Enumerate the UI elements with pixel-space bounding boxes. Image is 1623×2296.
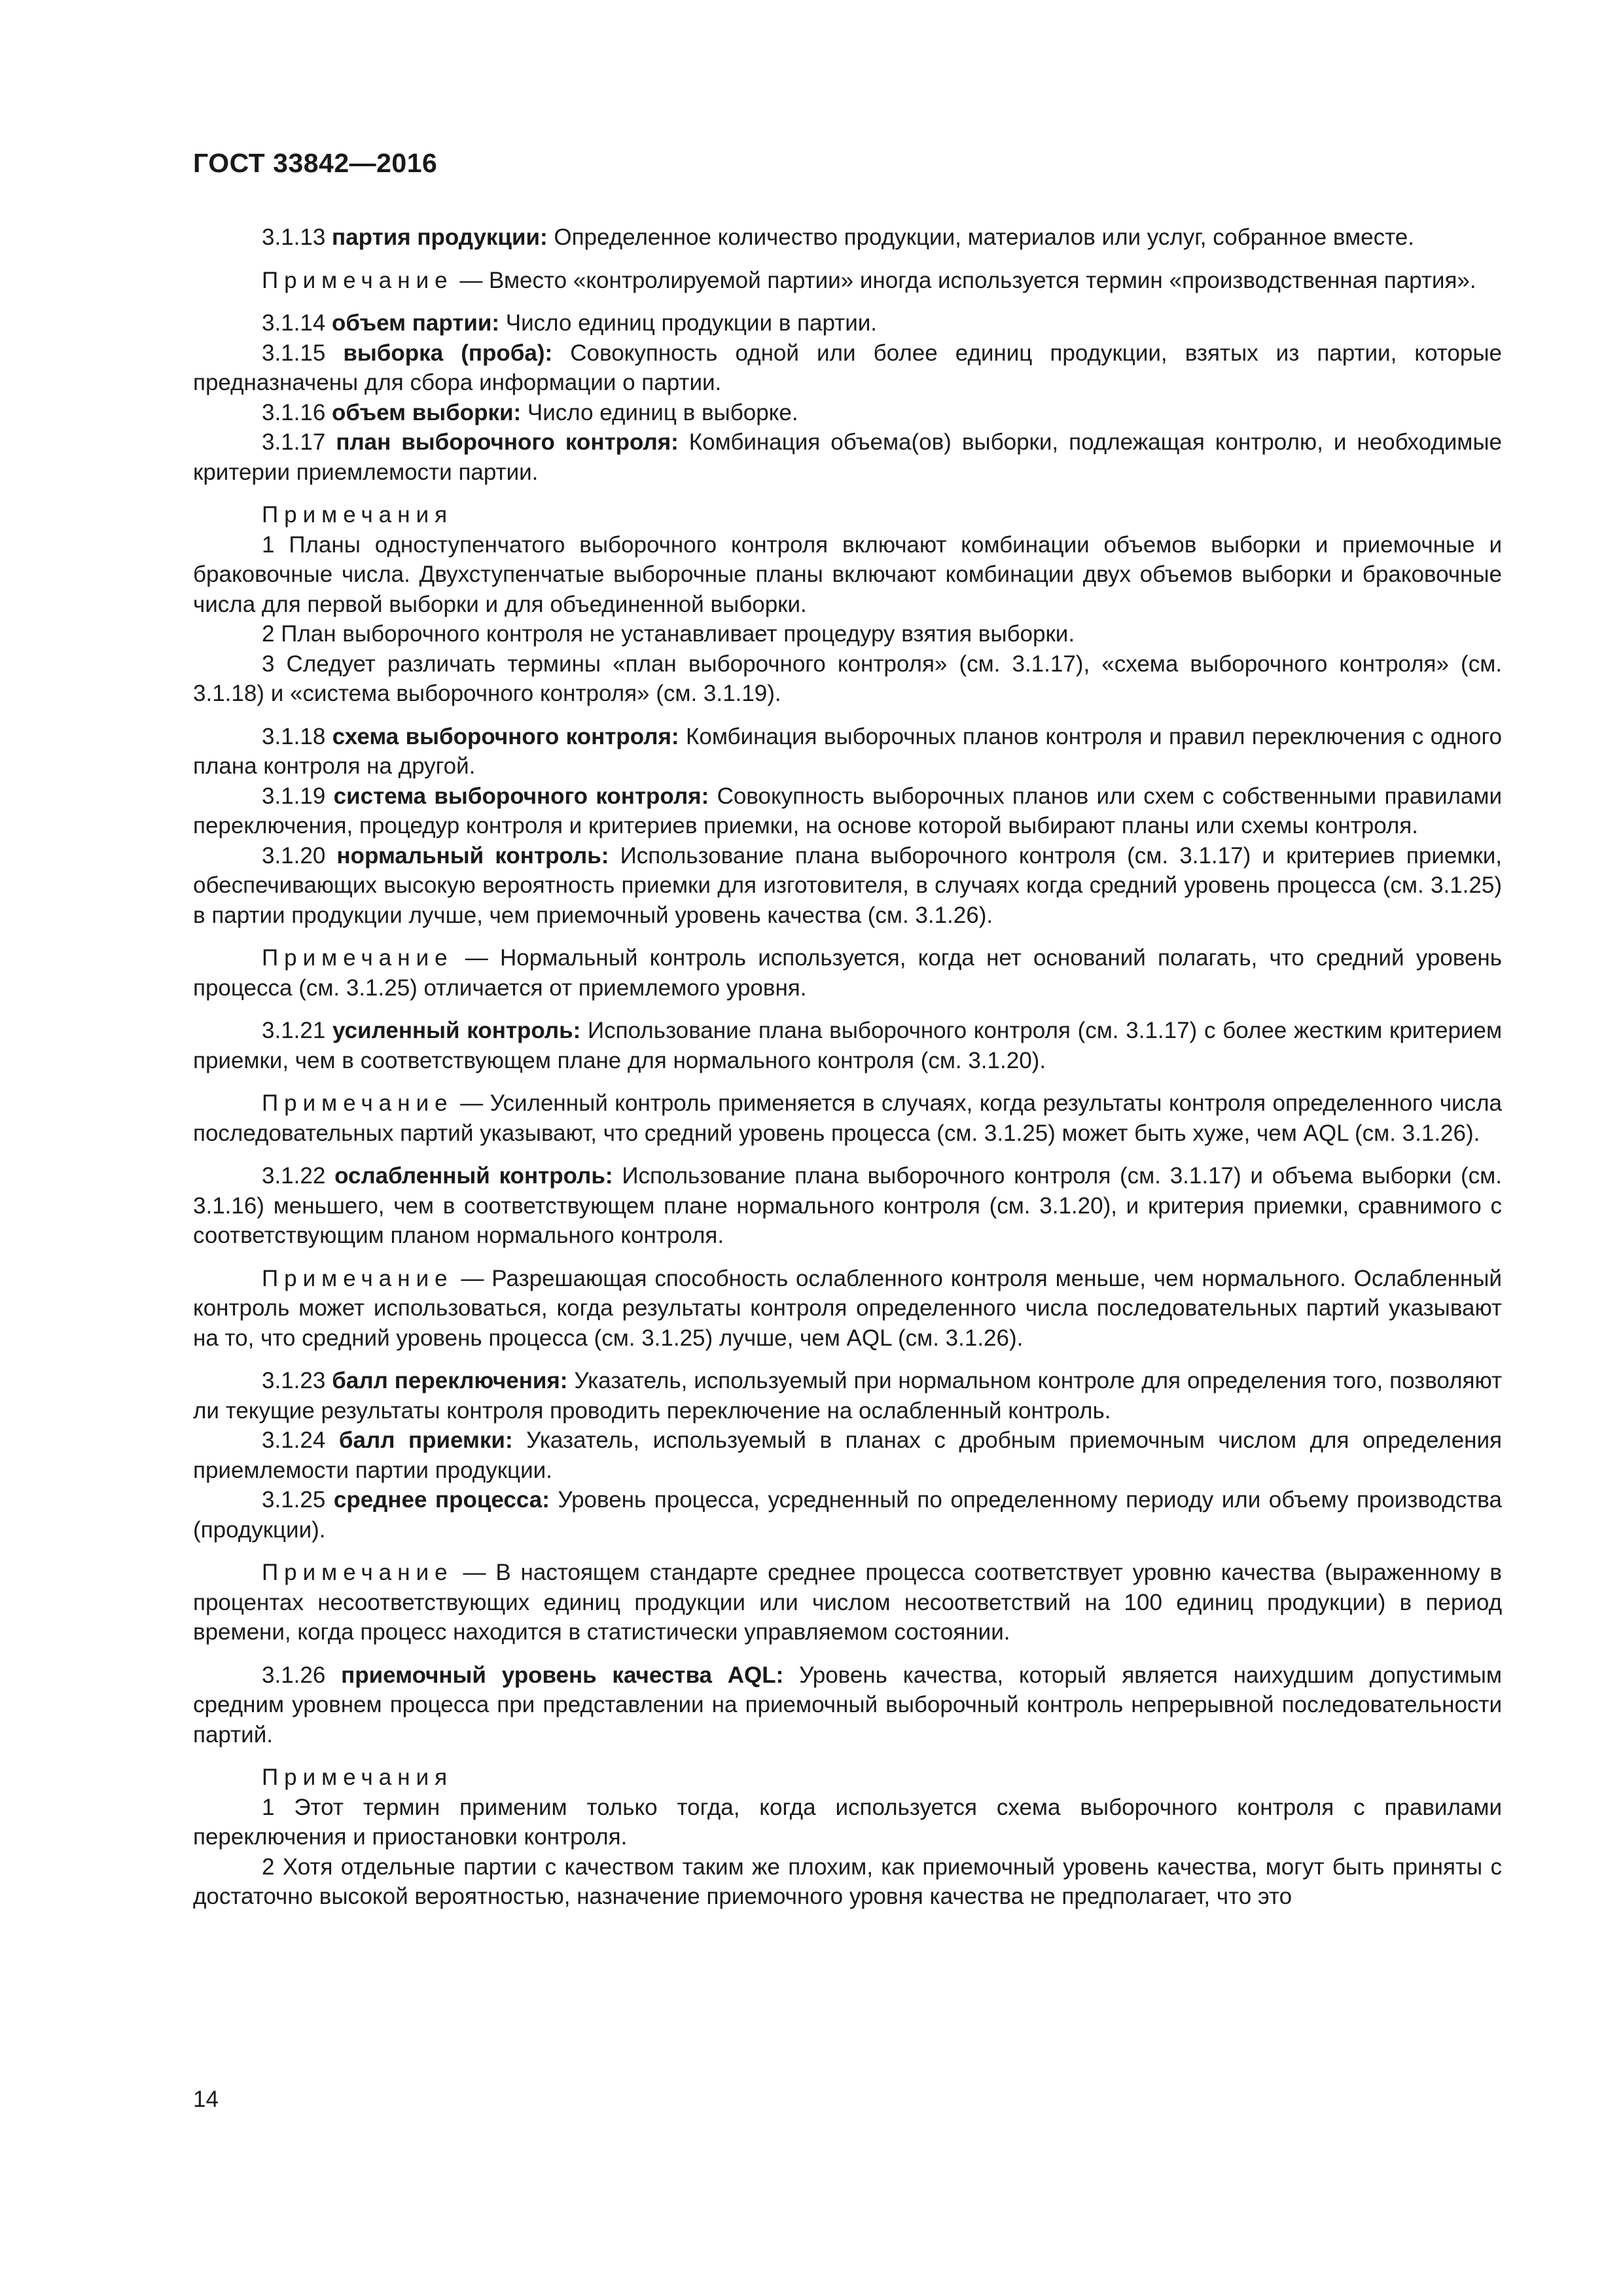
note-item: 1 Этот термин применим только тогда, когда используется схема выборочного контроля с правилами переключения и приостановки контроля. xyxy=(193,1794,1502,1850)
term-definition: Число единиц продукции в партии. xyxy=(499,310,878,336)
term-name: система выборочного контроля: xyxy=(333,783,709,809)
note-item: 2 Хотя отдельные партии с качеством таким же плохим, как приемочный уровень качества, могут быть приняты с достаточно высокой вероятностью, назначение приемочного уровня качества не предполагает, что это xyxy=(193,1854,1502,1909)
term-name: нормальный контроль: xyxy=(336,842,609,869)
notes-heading xyxy=(193,500,1502,530)
term-name: балл переключения: xyxy=(332,1368,568,1393)
note-text: — В настоящем стандарте среднее процесса соответствует уровню качества (выраженному в процентах несоответствующих единиц продукции или числом несоответствий на 100 единиц продукции) в период времени, когда процесс находится в статистически управляемом состоянии. xyxy=(193,1560,1502,1645)
term-number: 3.1.26 xyxy=(262,1662,326,1688)
term-number: 3.1.15 xyxy=(262,340,326,366)
term-3-1-26 xyxy=(193,1660,1502,1750)
note-label: Примечания xyxy=(262,1765,454,1790)
term-name: приемочный уровень качества AQL: xyxy=(341,1662,784,1688)
term-number: 3.1.24 xyxy=(262,1427,326,1453)
term-definition: Комбинация выборочных планов контроля и правил переключения с одного плана контроля на другой. xyxy=(193,723,1502,779)
term-3-1-17 xyxy=(193,427,1502,487)
term-name: партия продукции: xyxy=(332,224,548,250)
term-3-1-21 xyxy=(193,1016,1502,1075)
note-label: Примечания xyxy=(262,502,454,528)
document-body xyxy=(193,223,1502,1912)
note-label: Примечание xyxy=(262,1560,454,1585)
term-3-1-24 xyxy=(193,1426,1502,1485)
term-3-1-14 xyxy=(193,308,1502,338)
term-name: схема выборочного контроля: xyxy=(332,723,679,749)
note xyxy=(193,1558,1502,1647)
note-label: Примечание xyxy=(262,267,454,293)
document-header: ГОСТ 33842—2016 xyxy=(193,148,438,178)
term-3-1-13 xyxy=(193,223,1502,253)
term-number: 3.1.19 xyxy=(262,783,326,809)
term-definition: Совокупность выборочных планов или схем с собственными правилами переключения, процедур контроля и критериев приемки, на основе которой выбирают планы или схемы контроля. xyxy=(193,783,1502,838)
term-name: балл приемки: xyxy=(338,1427,513,1453)
note xyxy=(193,943,1502,1003)
note-item: 2 План выборочного контроля не устанавливает процедуру взятия выборки. xyxy=(262,621,1075,647)
note-item: 3 Следует различать термины «план выборочного контроля» (см. 3.1.17), «схема выборочного контроля» (см. 3.1.18) и «система выборочного контроля» (см. 3.1.19). xyxy=(193,651,1502,706)
term-definition: Указатель, используемый при нормальном контроле для определения того, позволяют ли текущие результаты контроля проводить переключение на ослабленный контроль. xyxy=(193,1368,1502,1424)
note-text: — Усиленный контроль применяется в случаях, когда результаты контроля определенного числа последовательных партий указывают, что средний уровень процесса (см. 3.1.25) может быть хуже, чем AQL (см. 3.1.26). xyxy=(193,1090,1502,1146)
term-3-1-22 xyxy=(193,1161,1502,1251)
page-number: 14 xyxy=(193,2087,219,2112)
note-text: — Нормальный контроль используется, когда нет оснований полагать, что средний уровень процесса (см. 3.1.25) отличается от приемлемого уровня. xyxy=(193,945,1502,1001)
term-number: 3.1.22 xyxy=(262,1163,326,1189)
term-number: 3.1.23 xyxy=(262,1368,326,1393)
term-3-1-23 xyxy=(193,1366,1502,1426)
term-3-1-19 xyxy=(193,781,1502,841)
term-definition: Указатель, используемый в планах с дробным приемочным числом для определения приемлемости партии продукции. xyxy=(193,1427,1502,1483)
term-definition: Совокупность одной или более единиц продукции, взятых из партии, которые предназначены для сбора информации о партии. xyxy=(193,340,1502,395)
term-definition: Уровень качества, который является наихудшим допустимым средним уровнем процесса при представлении на приемочный выборочный контроль непрерывной последовательности партий. xyxy=(193,1662,1502,1748)
notes-heading xyxy=(193,1763,1502,1793)
term-3-1-20 xyxy=(193,841,1502,931)
term-number: 3.1.18 xyxy=(262,723,326,749)
term-name: среднее процесса: xyxy=(333,1487,550,1513)
term-3-1-25 xyxy=(193,1485,1502,1545)
note-text: — Разрешающая способность ослабленного контроля меньше, чем нормального. Ослабленный контроль может использоваться, когда результаты контроля определенного числа последовательных партий указывают на то, что средний уровень процесса (см. 3.1.25) лучше, чем AQL (см. 3.1.26). xyxy=(193,1265,1502,1351)
term-3-1-16 xyxy=(193,398,1502,428)
term-number: 3.1.20 xyxy=(262,842,326,869)
term-name: ослабленный контроль: xyxy=(334,1163,613,1189)
term-number: 3.1.16 xyxy=(262,399,326,425)
term-definition: Число единиц в выборке. xyxy=(521,399,798,425)
term-definition: Комбинация объема(ов) выборки, подлежащая контролю, и необходимые критерии приемлемости партии. xyxy=(193,429,1502,485)
term-name: объем партии: xyxy=(332,310,500,336)
note-label: Примечание xyxy=(262,945,454,971)
note-text: — Вместо «контролируемой партии» иногда используется термин «производственная партия». xyxy=(453,267,1476,293)
note-label: Примечание xyxy=(262,1265,454,1291)
term-definition: Определенное количество продукции, материалов или услуг, собранное вместе. xyxy=(547,224,1414,250)
term-name: объем выборки: xyxy=(332,399,522,425)
term-number: 3.1.25 xyxy=(262,1487,326,1513)
term-number: 3.1.21 xyxy=(262,1018,326,1043)
note xyxy=(193,1264,1502,1354)
term-3-1-15 xyxy=(193,338,1502,398)
note xyxy=(193,266,1502,296)
note-item: 1 Планы одноступенчатого выборочного контроля включают комбинации объемов выборки и приемочные и браковочные числа. Двухступенчатые выборочные планы включают комбинации двух объемов выборки и браковочные числа для первой выборки и для объединенной выборки. xyxy=(193,531,1502,617)
term-3-1-18 xyxy=(193,722,1502,781)
term-name: план выборочного контроля: xyxy=(336,429,679,455)
term-definition: Использование плана выборочного контроля (см. 3.1.17) и объема выборки (см. 3.1.16) меньшего, чем в соответствующем плане нормального контроля (см. 3.1.20), и критерия приемки, сравнимого с соответствующим планом нормального контроля. xyxy=(193,1163,1502,1248)
term-definition: Использование плана выборочного контроля (см. 3.1.17) и критериев приемки, обеспечивающих высокую вероятность приемки для изготовителя, в случаях когда средний уровень процесса (см. 3.1.25) в партии продукции лучше, чем приемочный уровень качества (см. 3.1.26). xyxy=(193,842,1502,928)
term-definition: Использование плана выборочного контроля (см. 3.1.17) с более жестким критерием приемки, чем в соответствующем плане для нормального контроля (см. 3.1.20). xyxy=(193,1018,1503,1073)
term-name: выборка (проба): xyxy=(343,340,553,366)
term-number: 3.1.17 xyxy=(262,429,326,455)
term-number: 3.1.13 xyxy=(262,224,326,250)
note-label: Примечание xyxy=(262,1090,454,1116)
term-number: 3.1.14 xyxy=(262,310,326,336)
note xyxy=(193,1088,1502,1148)
term-definition: Уровень процесса, усредненный по определенному периоду или объему производства (продукции). xyxy=(193,1487,1502,1543)
term-name: усиленный контроль: xyxy=(332,1018,581,1043)
